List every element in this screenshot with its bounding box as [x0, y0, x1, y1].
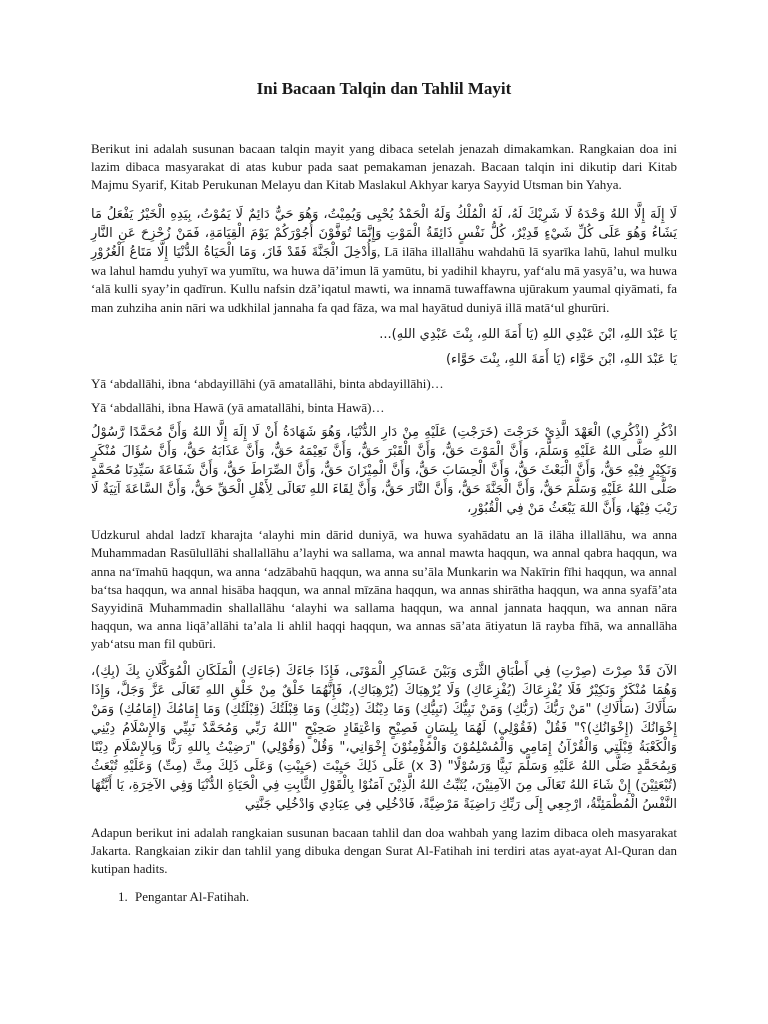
page-title: Ini Bacaan Talqin dan Tahlil Mayit — [256, 79, 512, 98]
call-latin-2: Yā ‘abdallāhi, ibna Hawā (yā amatallāhi, binta Hawā)… — [91, 400, 385, 416]
call-arabic-2: يَا عَبْدَ اللهِ، ابْنَ حَوَّاء (يَا أَمَةَ اللهِ، بِنْتَ حَوَّاء) — [445, 351, 677, 367]
steps-list — [91, 888, 677, 906]
call-arabic-1: يَا عَبْدَ اللهِ، ابْنَ عَبْدِي اللهِ (يَا أَمَةَ اللهِ، بِنْتَ عَبْدِي اللهِ)... — [379, 326, 677, 342]
dzikir-arabic-paragraph: اذْكُرِ (اذْكُرِي) الْعَهْدَ الَّذِيْ خَرَجْتَ (خَرَجْتِ) عَلَيْهِ مِنْ دَارِ الدُّنْيَا، وَهُوَ شَهَادَةُ أَنْ لَا إِلَهَ إِلَّا اللهُ وَأَنَّ مُحَمَّدًا رَّسُوْلُ اللهِ صَلَّى اللهُ عَلَيْهِ وَسَلَّمَ، وَأَنَّ الْمَوْتَ حَقٌّ، وَأَنَّ الْقَبْرَ حَقٌّ، وَأَنَّ نَعِيْمَهُ حَقٌّ، وَأَنَّ عَذَابَهُ حَقٌّ، وَأَنَّ سُؤَالَ مُنْكَرٍ وَنَكِيْرٍ فِيْهِ حَقٌّ، وَأَنَّ الْبَعْثَ حَقٌّ، وَأَنَّ الْحِسَابَ حَقٌّ، وَأَنَّ الْمِيْزَانَ حَقٌّ، وَأَنَّ الصِّرَاطَ حَقٌّ، وَأَنَّ شَفَاعَةَ سَيِّدِنَا مُحَمَّدٍ صَلَّى اللهُ عَلَيْهِ وَسَلَّمَ حَقٌّ، وَأَنَّ الْجَنَّةَ حَقٌّ، وَأَنَّ النَّارَ حَقٌّ، وَأَنَّ لِقَاءَ اللهِ تَعَالَى لِأَهْلِ الْحَقِّ حَقٌّ، وَأَنَّ السَّاعَةَ آتِيَةٌ لَا رَيْبَ فِيْهَا، وَأَنَّ اللهَ يَبْعَثُ مَنْ فِي الْقُبُوْرِ، — [91, 425, 677, 517]
alan-arabic-paragraph: الآنَ قَدْ صِرْتَ (صِرْتِ) فِي أَطْبَاقِ الثَّرَى وَبَيْنَ عَسَاكِرِ الْمَوْتَى، فَإِذَا جَاءَكَ (جَاءَكِ) الْمَلَكَانِ الْمُوَكَّلَانِ بِكَ (بِكِ)، وَهُمَا مُنْكَرٌ وَنَكِيْرٌ فَلَا يُفْزِعَاكَ (يُفْزِعَاكِ) وَلَا يُرْهِبَاكَ (يُرْهِبَاكِ)، فَإِنَّهُمَا خَلْقٌ مِنْ خَلْقِ اللهِ تَعَالَى عَزَّ وَجَلَّ، وَإِذَا سَأَلَاكَ (سَأَلَاكِ) "مَنْ رَبُّكَ (رَبُّكِ) وَمَنْ نَبِيُّكَ (نَبِيُّكِ) وَمَا دِيْنُكَ (دِيْنُكِ) وَمَا قِبْلَتُكَ (قِبْلَتُكِ) وَمَا إِمَامُكَ (إِمَامُكِ) وَمَنْ إِخْوَانُكَ (إِخْوَانُكِ)؟" فَقُلْ (فَقُوْلِي) لَهُمَا بِلِسَانٍ فَصِيْحٍ وَاعْتِقَادٍ صَحِيْحٍ "اللهُ رَبِّي وَمُحَمَّدٌ نَبِيِّي وَالإِسْلَامُ دِيْنِي وَالْكَعْبَةُ قِبْلَتِي وَالْقُرْآنُ إِمَامِي وَالْمُسْلِمُوْنَ وَالْمُؤْمِنُوْنَ إِخْوَانِي،" وَقُلْ (وَقُوْلِي) "رَضِيْتُ بِاللهِ رَبًّا وَبِالإِسْلَامِ دِيْنًا وَبِمُحَمَّدٍ صَلَّى اللهُ عَلَيْهِ وَسَلَّمَ نَبِيًّا وَرَسُوْلًا" (3 x) عَلَى ذَلِكَ حَيِيْتَ (حَيِيْتِ) وَعَلَى ذَلِكَ مِتَّ (مِتِّ) وَعَلَيْهِ تُبْعَثُ (تُبْعَثِيْنَ) إِنْ شَاءَ اللهُ تَعَالَى مِنَ الآمِنِيْنَ، يُثَبِّتُ اللهُ الَّذِيْنَ آمَنُوْا بِالْقَوْلِ الثَّابِتِ فِي الْحَيَاةِ الدُّنْيَا وَفِي الآخِرَةِ، يَا أَيَّتُهَا النَّفْسُ الْمُطْمَئِنَّةُ، ارْجِعِي إِلَى رَبِّكِ رَاضِيَةً مَرْضِيَّةً، فَادْخُلِي فِي عِبَادِي وَادْخُلِي جَنَّتِي — [91, 663, 677, 812]
tahlil-latin-text: Lā ilāha illallāhu wahdahū lā syarīka lahū, lahul mulku wa lahul hamdu yuhyī wa yumītu, wa huwa dā’imun lā yamūtu, bi yadihil khayru, yaf‘alu mā yasyā’u, wa huwa ‘alā kulli syay’in qadīrun. Kullu nafsin dzā’iqatul mawti, wa innamā tuwaffawna ujūrakum yaumal qiyāmati, fa man zuhziha anin nāri wa udkhilal jannaha fa qad fāza, wa mal hayātud duniyā illā matā‘ul ghurūri. — [91, 244, 678, 315]
tahlil-paragraph: لَا إِلَهَ إِلَّا اللهُ وَحْدَهُ لَا شَرِيْكَ لَهُ، لَهُ الْمُلْكُ وَلَهُ الْحَمْدُ يُحْيِى وَيُمِيْتُ، وَهُوَ حَيٌّ دَائِمٌ لَا يَمُوْتُ، بِيَدِهِ الْخَيْرُ يَفْعَلُ مَا يَشَاءُ وَهُوَ عَلَى كُلِّ شَيْءٍ قَدِيْرٌ، كُلُّ نَفْسٍ ذَائِقَةُ الْمَوْتِ وَإِنَّمَا تُوَفَّوْنَ أُجُوْرَكُمْ يَوْمَ الْقِيَامَةِ، فَمَنْ زُحْزِحَ عَنِ النَّارِ وَأُدْخِلَ الْجَنَّةَ فَقَدْ فَازَ، وَمَا الْحَيَاةُ الدُّنْيَا إِلَّا مَتَاعُ الْغُرُوْرِ, Lā ilāha illallāhu wahdahū lā syarīka lahū, lahul mulku wa lahul hamdu yuhyī wa yumītu, wa huwa dā’imun lā yamūtu, bi yadihil khayru, yaf‘alu mā yasyā’u, wa huwa ‘alā kulli syay’in qadīrun. Kullu nafsin dzā’iqatul mawti, wa innamā tuwaffawna ujūrakum yaumal qiyāmati, fa man zuhziha anin nāri wa udkhilal jannaha fa qad fāza, wa mal hayātud duniyā illā matā‘ul ghurūri. — [91, 206, 678, 315]
adapun-paragraph: Adapun berikut ini adalah rangkaian susunan bacaan tahlil dan doa wahbah yang lazim dibaca oleh masyarakat Jakarta. Rangkaian zikir dan tahlil yang dibuka dengan Surat Al-Fatihah ini terdiri atas ayat-ayat Al-Quran dan kutipan hadits. — [91, 824, 677, 877]
dzikir-latin-paragraph: Udzkurul ahdal ladzī kharajta ‘alayhi min dārid duniyā, wa huwa syahādatu an lā ilāha illallāhu, wa anna Muhammadan Rasūlullāhi shallallāhu a’layhi wa sallama, wa annal mawta haqqun, wa annal qabra haqqun, wa anna na‘īmahū haqqun, wa anna ‘adzābahū haqqun, wa anna su’āla Munkarin wa Nakīrin fīhi haqqun, wa annal ba‘tsa haqqun, wa annal hisāba haqqun, wa annal mīzāna haqqun, wa annas shirātha haqqun, wa anna syafā’ata Sayyidinā Muhammadin shallallāhu ‘alayhi wa sallama haqqun, wa annal jannata haqqun, wa annan nāra haqqun, wa anna liqā’allāhi ta’ala li ahlil haqqi haqqun, wa annas sā’ata ātiyatun lā rayba fīhā, wa annallāha yab‘atsu man fil qubūri. — [91, 527, 677, 652]
call-latin-1: Yā ‘abdallāhi, ibna ‘abdayillāhi (yā amatallāhi, binta abdayillāhi)… — [91, 375, 444, 391]
tahlil-arabic-text: لَا إِلَهَ إِلَّا اللهُ وَحْدَهُ لَا شَرِيْكَ لَهُ، لَهُ الْمُلْكُ وَلَهُ الْحَمْدُ يُحْيِى وَيُمِيْتُ، وَهُوَ حَيٌّ دَائِمٌ لَا يَمُوْتُ، بِيَدِهِ الْخَيْرُ يَفْعَلُ مَا يَشَاءُ وَهُوَ عَلَى كُلِّ شَيْءٍ قَدِيْرٌ، كُلُّ نَفْسٍ ذَائِقَةُ الْمَوْتِ وَإِنَّمَا تُوَفَّوْنَ أُجُوْرَكُمْ يَوْمَ الْقِيَامَةِ، فَمَنْ زُحْزِحَ عَنِ النَّارِ وَأُدْخِلَ الْجَنَّةَ فَقَدْ فَازَ، وَمَا الْحَيَاةُ الدُّنْيَا إِلَّا مَتَاعُ الْغُرُوْرِ — [91, 206, 677, 261]
intro-paragraph: Berikut ini adalah susunan bacaan talqin mayit yang dibaca setelah jenazah dimakamkan. Rangkaian doa ini lazim dibaca masyarakat di atas kubur pada saat pemakaman jenazah. Bacaan talqin ini dikutip dari Kitab Majmu Syarif, Kitab Perukunan Melayu dan Kitab Maslakul Akhyar karya Sayyid Utsman bin Yahya. — [91, 141, 677, 193]
list-item: 1. Pengantar Al-Fatihah. — [131, 888, 677, 906]
